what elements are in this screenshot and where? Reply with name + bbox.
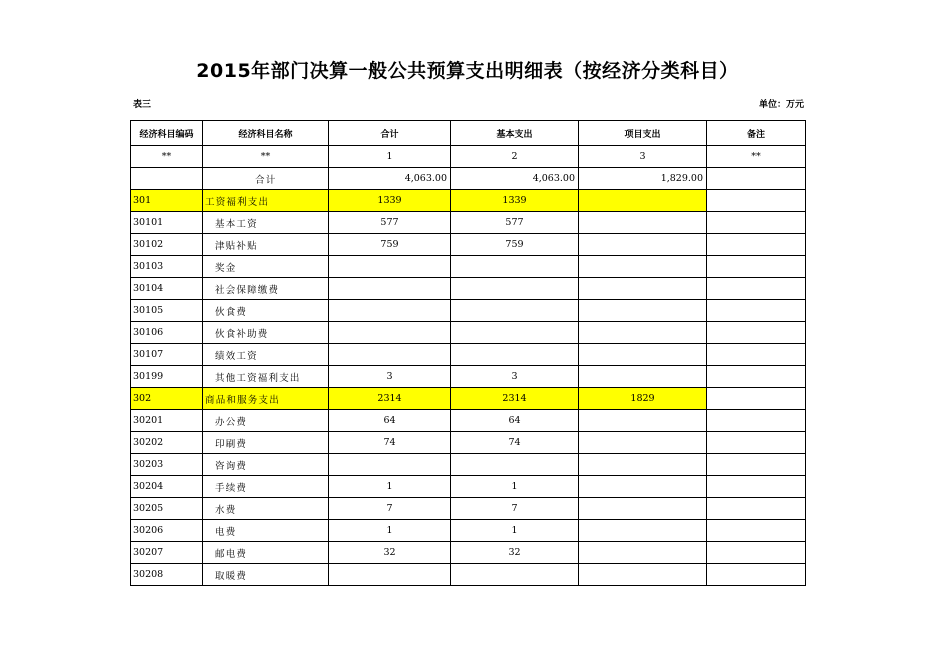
row-code: 30204 — [131, 476, 203, 498]
row-name: 邮电费 — [203, 542, 329, 564]
row-project — [579, 564, 707, 586]
unit-label: 单位：万元 — [758, 100, 804, 110]
row-name: 伙食补助费 — [203, 322, 329, 344]
row-total: 64 — [329, 410, 451, 432]
row-project — [579, 256, 707, 278]
row-code: 30104 — [131, 278, 203, 300]
row-basic: 1 — [451, 520, 579, 542]
row-name: 绩效工资 — [203, 344, 329, 366]
row-name: 津贴补贴 — [203, 234, 329, 256]
row-code: 30101 — [131, 212, 203, 234]
page-title: 2015年部门决算一般公共预算支出明细表（按经济分类科目） — [196, 60, 739, 82]
row-note — [707, 278, 806, 300]
row-total: 74 — [329, 432, 451, 454]
row-project — [579, 476, 707, 498]
table-row — [131, 388, 806, 410]
row-name: 印刷费 — [203, 432, 329, 454]
row-note — [707, 432, 806, 454]
row-total — [329, 344, 451, 366]
row-name: 奖金 — [203, 256, 329, 278]
table-row — [131, 410, 806, 432]
table-row — [131, 278, 806, 300]
index-project: 3 — [579, 146, 707, 168]
row-project: 1829 — [579, 388, 707, 410]
row-note — [707, 542, 806, 564]
row-name: 咨询费 — [203, 454, 329, 476]
header-project: 项目支出 — [579, 121, 707, 146]
row-project — [579, 190, 707, 212]
row-code: 30202 — [131, 432, 203, 454]
table-row — [131, 366, 806, 388]
table-row — [131, 564, 806, 586]
row-total: 3 — [329, 366, 451, 388]
row-code: 301 — [131, 190, 203, 212]
row-total: 2314 — [329, 388, 451, 410]
row-note — [707, 410, 806, 432]
column-index-row — [131, 146, 806, 168]
row-name: 基本工资 — [203, 212, 329, 234]
row-total: 32 — [329, 542, 451, 564]
table-row — [131, 542, 806, 564]
row-total: 1 — [329, 520, 451, 542]
row-code: 302 — [131, 388, 203, 410]
row-note — [707, 454, 806, 476]
row-basic — [451, 256, 579, 278]
row-name: 取暖费 — [203, 564, 329, 586]
row-note — [707, 498, 806, 520]
row-basic: 32 — [451, 542, 579, 564]
table-row — [131, 344, 806, 366]
row-project — [579, 344, 707, 366]
header-basic: 基本支出 — [451, 121, 579, 146]
row-code: 30206 — [131, 520, 203, 542]
row-basic: 1339 — [451, 190, 579, 212]
row-note — [707, 520, 806, 542]
row-name: 办公费 — [203, 410, 329, 432]
row-code: 30208 — [131, 564, 203, 586]
table-row — [131, 212, 806, 234]
table-row — [131, 256, 806, 278]
table-row — [131, 498, 806, 520]
row-total: 1 — [329, 476, 451, 498]
row-note — [707, 300, 806, 322]
row-total: 759 — [329, 234, 451, 256]
row-code: 30107 — [131, 344, 203, 366]
row-code: 30199 — [131, 366, 203, 388]
row-note — [707, 476, 806, 498]
index-name: ** — [203, 146, 329, 168]
row-basic: 759 — [451, 234, 579, 256]
row-basic: 7 — [451, 498, 579, 520]
table-row — [131, 300, 806, 322]
row-project — [579, 300, 707, 322]
row-code: 30105 — [131, 300, 203, 322]
row-basic: 577 — [451, 212, 579, 234]
row-project — [579, 366, 707, 388]
row-total — [329, 322, 451, 344]
row-name: 商品和服务支出 — [203, 388, 329, 410]
header-name: 经济科目名称 — [203, 121, 329, 146]
table-row — [131, 190, 806, 212]
row-code: 30203 — [131, 454, 203, 476]
row-basic: 2314 — [451, 388, 579, 410]
row-basic — [451, 454, 579, 476]
row-project — [579, 432, 707, 454]
index-code: ** — [131, 146, 203, 168]
row-name: 工资福利支出 — [203, 190, 329, 212]
row-basic — [451, 344, 579, 366]
row-note — [707, 256, 806, 278]
index-basic: 2 — [451, 146, 579, 168]
row-project — [579, 520, 707, 542]
row-note — [707, 564, 806, 586]
row-total — [329, 300, 451, 322]
row-project — [579, 234, 707, 256]
row-project — [579, 498, 707, 520]
row-note — [707, 366, 806, 388]
header-code: 经济科目编码 — [131, 121, 203, 146]
row-name: 电费 — [203, 520, 329, 542]
total-total: 4,063.00 — [329, 168, 451, 190]
total-basic: 4,063.00 — [451, 168, 579, 190]
row-basic — [451, 322, 579, 344]
row-name: 伙食费 — [203, 300, 329, 322]
row-total — [329, 256, 451, 278]
table-row — [131, 322, 806, 344]
total-row — [131, 168, 806, 190]
row-code: 30102 — [131, 234, 203, 256]
row-code: 30201 — [131, 410, 203, 432]
row-note — [707, 344, 806, 366]
header-note: 备注 — [707, 121, 806, 146]
row-project — [579, 454, 707, 476]
row-name: 水费 — [203, 498, 329, 520]
row-project — [579, 278, 707, 300]
expenditure-table — [130, 120, 806, 586]
total-name: 合计 — [203, 168, 329, 190]
row-note — [707, 190, 806, 212]
row-name: 手续费 — [203, 476, 329, 498]
table-row — [131, 454, 806, 476]
table-row — [131, 234, 806, 256]
row-total: 7 — [329, 498, 451, 520]
row-note — [707, 212, 806, 234]
row-note — [707, 234, 806, 256]
row-code: 30207 — [131, 542, 203, 564]
row-basic: 3 — [451, 366, 579, 388]
row-total — [329, 278, 451, 300]
row-total: 577 — [329, 212, 451, 234]
row-basic: 64 — [451, 410, 579, 432]
row-name: 社会保障缴费 — [203, 278, 329, 300]
table-row — [131, 520, 806, 542]
row-basic — [451, 564, 579, 586]
header-row — [131, 121, 806, 146]
row-basic: 74 — [451, 432, 579, 454]
table-row — [131, 432, 806, 454]
row-note — [707, 322, 806, 344]
table-row — [131, 476, 806, 498]
table-label: 表三 — [133, 100, 152, 110]
row-code: 30205 — [131, 498, 203, 520]
row-name: 其他工资福利支出 — [203, 366, 329, 388]
index-total: 1 — [329, 146, 451, 168]
row-project — [579, 212, 707, 234]
row-total — [329, 454, 451, 476]
row-project — [579, 542, 707, 564]
total-note — [707, 168, 806, 190]
row-total — [329, 564, 451, 586]
row-code: 30103 — [131, 256, 203, 278]
index-note: ** — [707, 146, 806, 168]
row-code: 30106 — [131, 322, 203, 344]
row-total: 1339 — [329, 190, 451, 212]
row-basic — [451, 278, 579, 300]
header-total: 合计 — [329, 121, 451, 146]
row-project — [579, 410, 707, 432]
total-project: 1,829.00 — [579, 168, 707, 190]
total-code — [131, 168, 203, 190]
row-note — [707, 388, 806, 410]
row-basic: 1 — [451, 476, 579, 498]
row-basic — [451, 300, 579, 322]
row-project — [579, 322, 707, 344]
